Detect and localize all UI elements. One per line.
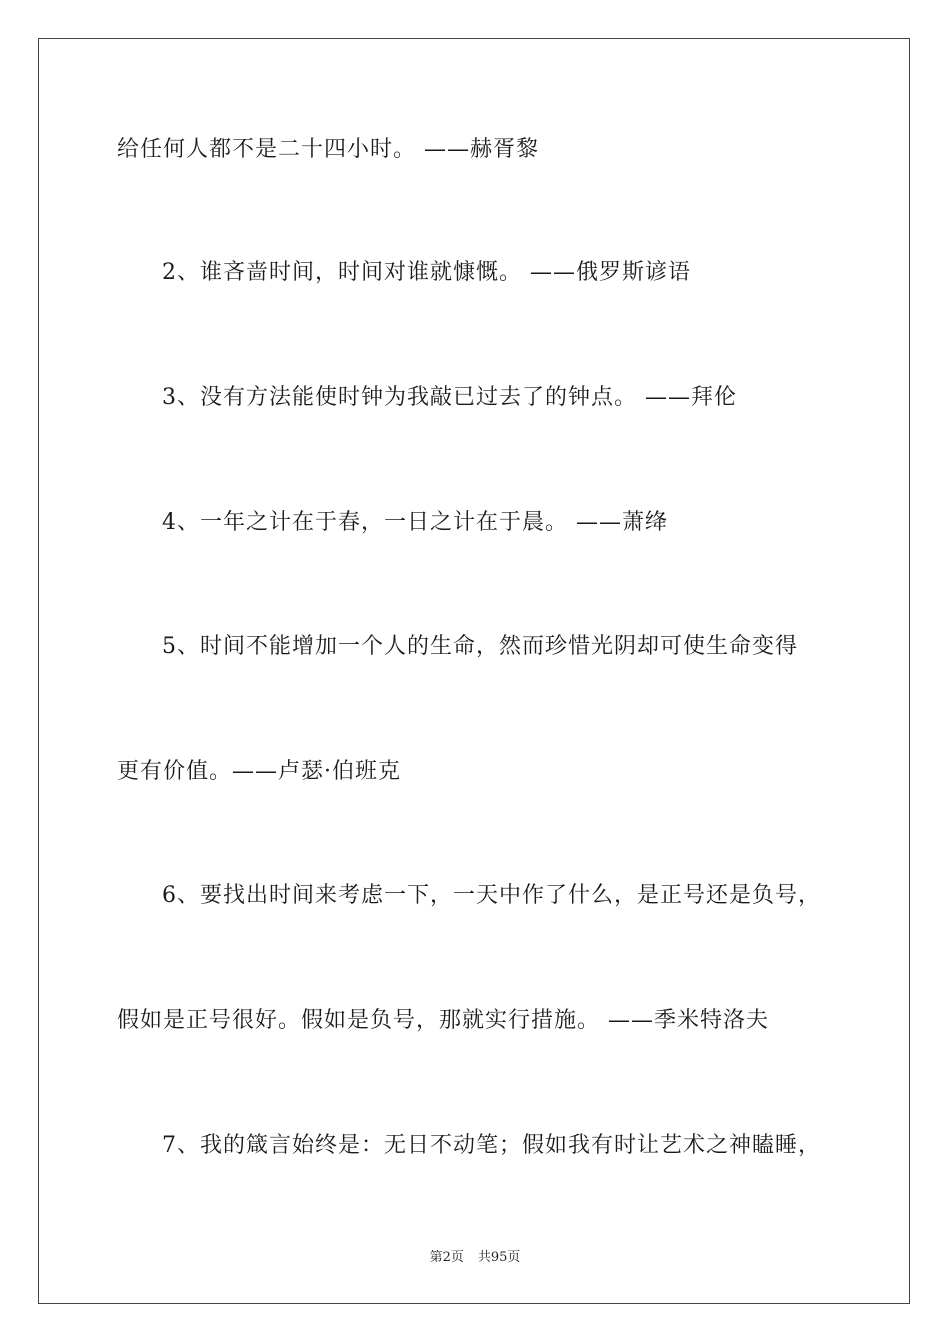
text-line-6: 更有价值。——卢瑟·伯班克: [117, 759, 401, 784]
text-line-5: 5、时间不能增加一个人的生命，然而珍惜光阴却可使生命变得: [162, 634, 798, 659]
page-footer: [0, 1246, 950, 1265]
text-line-9: 7、我的箴言始终是：无日不动笔；假如我有时让艺术之神瞌睡，: [162, 1133, 821, 1158]
page-number: 第2页: [429, 1250, 464, 1265]
text-line-3: 3、没有方法能使时钟为我敲已过去了的钟点。 ——拜伦: [162, 385, 737, 410]
text-line-4: 4、一年之计在于春，一日之计在于晨。 ——萧绛: [162, 510, 668, 535]
text-line-8: 假如是正号很好。假如是负号，那就实行措施。 ——季米特洛夫: [117, 1008, 769, 1033]
text-line-7: 6、要找出时间来考虑一下，一天中作了什么，是正号还是负号，: [162, 883, 821, 908]
text-line-1: 给任何人都不是二十四小时。 ——赫胥黎: [117, 137, 539, 162]
text-line-2: 2、谁吝啬时间，时间对谁就慷慨。 ——俄罗斯谚语: [162, 260, 691, 285]
total-pages: 共95页: [477, 1250, 521, 1265]
page-border: [38, 38, 910, 1304]
